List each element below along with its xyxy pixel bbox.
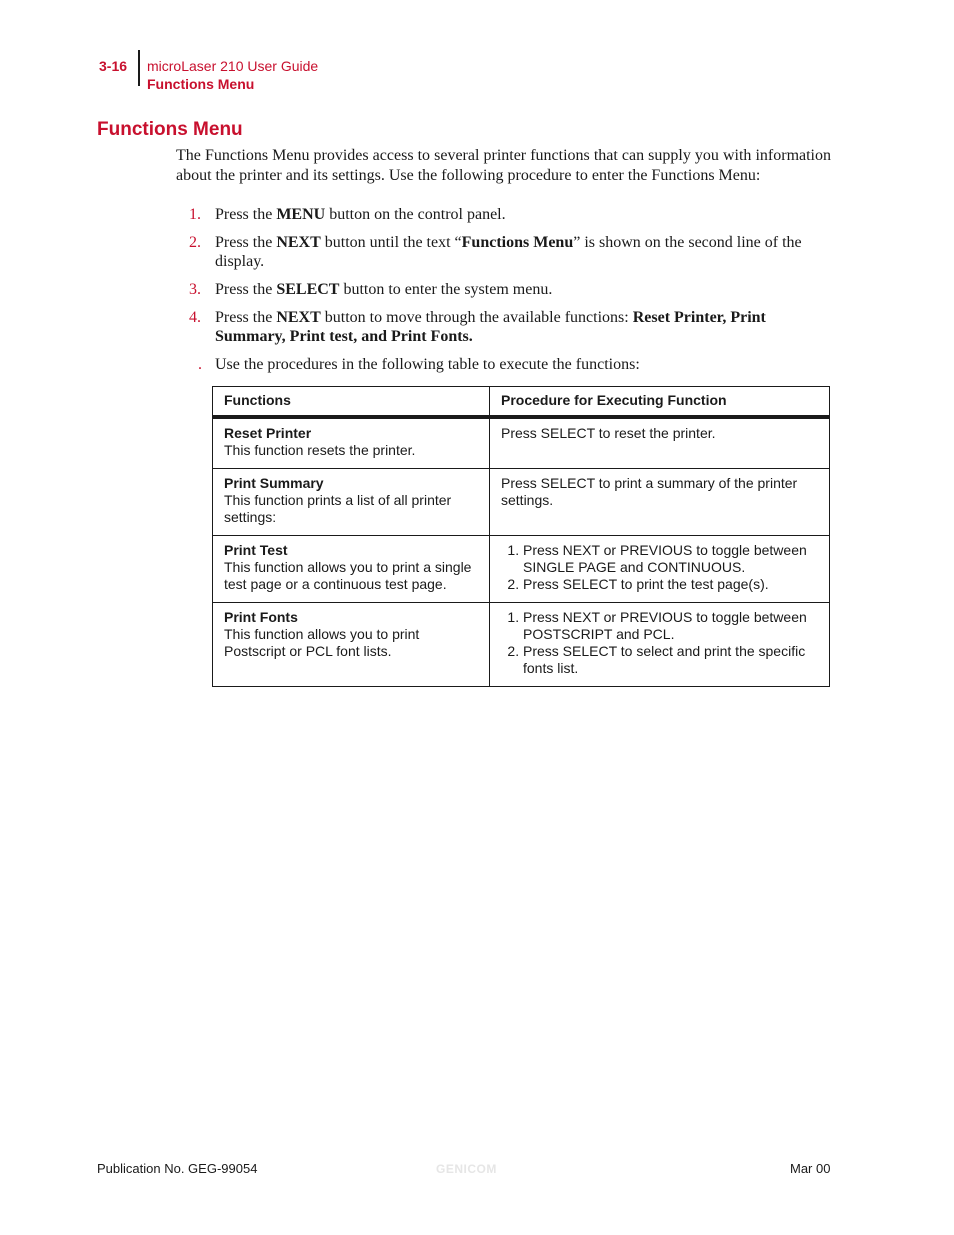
page-number: 3-16 [99, 58, 128, 74]
step-keyword: Functions Menu [461, 234, 574, 251]
column-header-functions: Functions [213, 387, 490, 418]
step-item [176, 233, 826, 271]
guide-title: microLaser 210 User Guide [147, 58, 319, 74]
function-cell [213, 603, 490, 687]
table-row [213, 536, 830, 603]
procedure-cell [490, 536, 830, 603]
function-cell [213, 469, 490, 536]
procedure-text: Press SELECT to reset the printer. [501, 425, 716, 441]
step-number: 3. [189, 281, 201, 298]
procedure-cell [490, 603, 830, 687]
procedure-step: 2. Press SELECT to select and print the specific fonts list. [523, 643, 821, 677]
step-number: 1. [189, 206, 201, 223]
procedure-list [501, 542, 821, 593]
function-cell [213, 536, 490, 603]
procedure-text: Press SELECT to print a summary of the printer settings. [501, 475, 798, 508]
functions-table [212, 386, 830, 687]
step-keyword: Reset Printer, Print Summary, Print test, and Print Fonts. [215, 309, 766, 345]
table-row [213, 603, 830, 687]
step-text: ” is shown on the second line of the display. [215, 234, 802, 270]
procedure-step: 1. Press NEXT or PREVIOUS to toggle between SINGLE PAGE and CONTINUOUS. [523, 542, 821, 576]
table-header-row [213, 387, 830, 418]
function-cell [213, 417, 490, 469]
header-section-name: Functions Menu [147, 76, 255, 92]
procedure-step: 1. Press NEXT or PREVIOUS to toggle between POSTSCRIPT and PCL. [523, 609, 821, 643]
step-text: button to move through the available functions: [320, 309, 633, 326]
step-marker: . [198, 356, 202, 373]
function-name: Print Fonts [224, 609, 298, 625]
step-keyword: NEXT [276, 309, 321, 326]
function-description: This function prints a list of all printer settings: [224, 492, 452, 525]
step-text: Use the procedures in the following table to execute the functions: [215, 356, 640, 373]
step-text: button to enter the system menu. [339, 281, 553, 298]
step-item [176, 308, 826, 346]
header-divider [138, 50, 140, 86]
function-name: Reset Printer [224, 425, 312, 441]
publication-number: Publication No. GEG-99054 [97, 1161, 258, 1176]
step-item [176, 280, 826, 299]
procedure-cell [490, 469, 830, 536]
procedure-step: 2. Press SELECT to print the test page(s). [523, 576, 821, 593]
step-item [176, 205, 826, 224]
step-keyword: SELECT [276, 281, 340, 298]
function-name: Print Summary [224, 475, 324, 491]
function-name: Print Test [224, 542, 288, 558]
final-step [176, 355, 826, 374]
step-text: Press the [215, 309, 277, 326]
table-row [213, 417, 830, 469]
step-keyword: NEXT [276, 234, 321, 251]
step-number: 2. [189, 234, 201, 251]
step-keyword: MENU [276, 206, 326, 223]
step-text: Press the [215, 234, 277, 251]
section-title: Functions Menu [97, 119, 243, 140]
function-description: This function resets the printer. [224, 442, 416, 458]
procedure-cell [490, 417, 830, 469]
step-text: Press the [215, 206, 277, 223]
column-header-procedure: Procedure for Executing Function [490, 387, 830, 418]
function-description: This function allows you to print a single test page or a continuous test page. [224, 559, 472, 592]
procedure-steps [176, 205, 826, 383]
step-text: button until the text “ [320, 234, 462, 251]
procedure-list [501, 609, 821, 677]
publication-date: Mar 00 [790, 1161, 831, 1176]
step-text: Press the [215, 281, 277, 298]
intro-paragraph: The Functions Menu provides access to several printer functions that can supply you with information about the printer and its settings. Use the following procedure to enter the Functions Menu: [176, 147, 831, 184]
genicom-logo: GENICOM [436, 1162, 497, 1176]
table-row [213, 469, 830, 536]
step-number: 4. [189, 309, 201, 326]
function-description: This function allows you to print Postscript or PCL font lists. [224, 626, 420, 659]
step-text: button on the control panel. [325, 206, 506, 223]
